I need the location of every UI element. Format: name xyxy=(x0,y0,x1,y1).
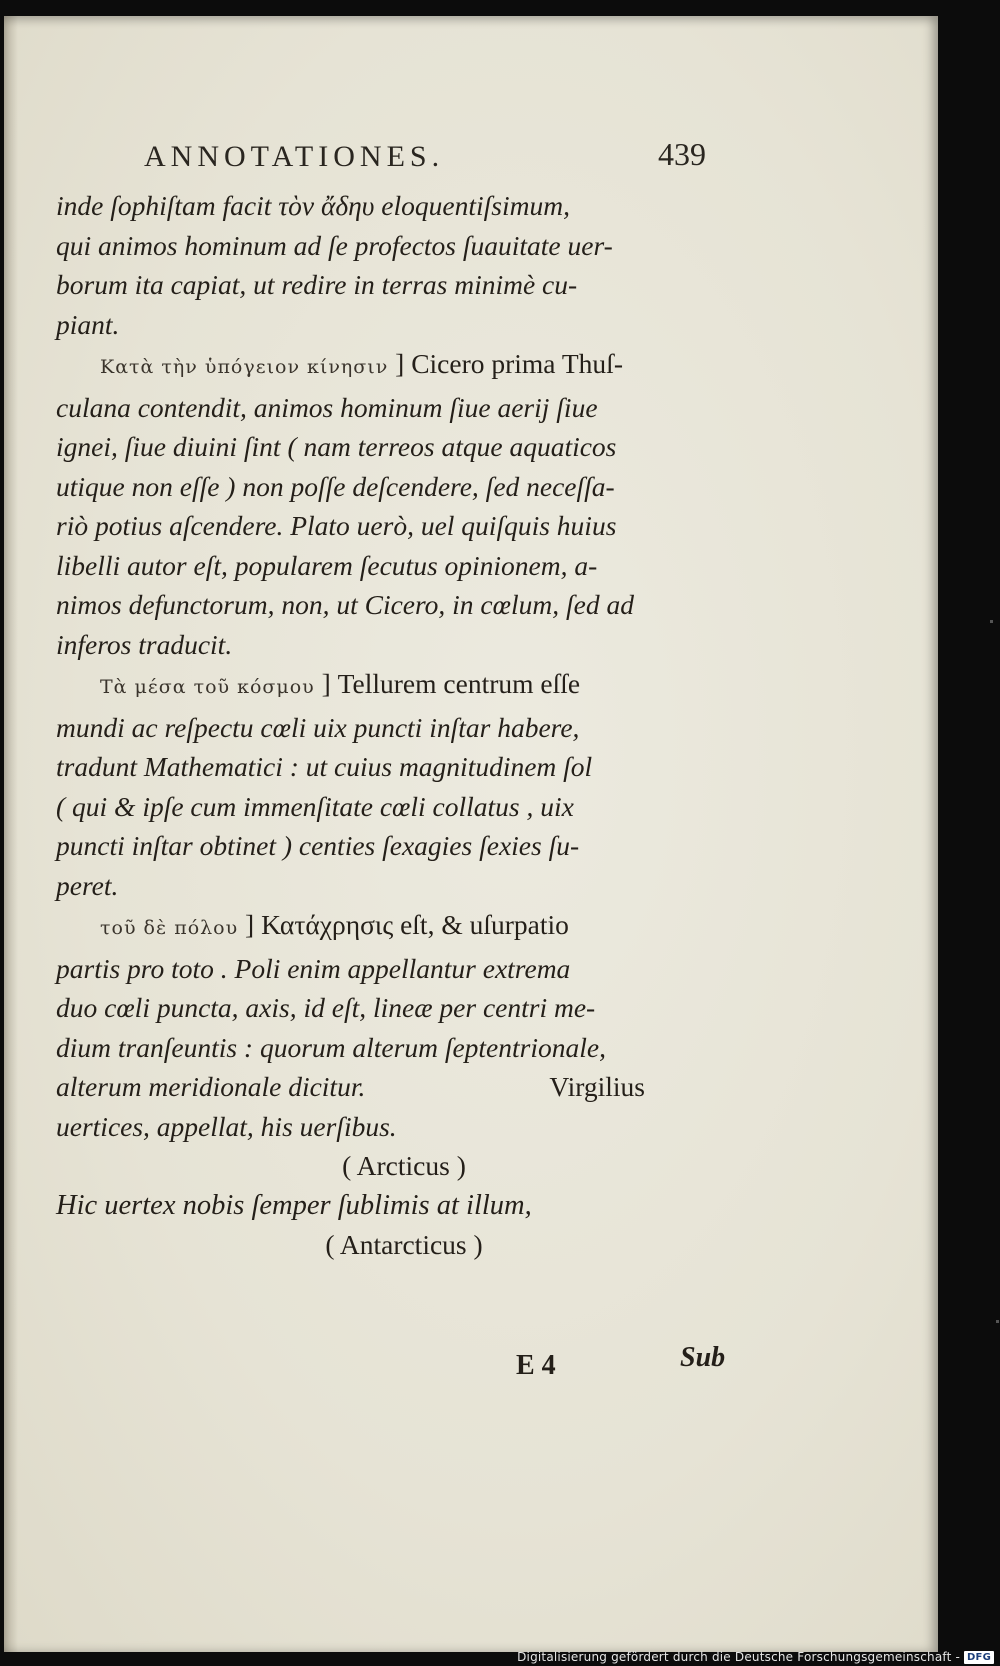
text-line: ] Κατάχρησις eſt, & uſurpatio xyxy=(245,909,569,940)
text-line: alterum meridionale dicitur. xyxy=(56,1071,366,1102)
credit-text: Digitalisierung gefördert durch die Deutsche Forschungsgemeinschaft - xyxy=(517,1650,961,1664)
paragraph-1 xyxy=(56,186,728,344)
text-line: ] Cicero prima Thuſ- xyxy=(395,348,623,379)
scan-speck xyxy=(990,620,993,623)
scan-speck xyxy=(996,1320,999,1323)
catchword: Sub xyxy=(680,1342,726,1373)
text-line: utique non eſſe ) non poſſe deſcendere, ſed neceſſa- xyxy=(56,470,615,502)
verse-annotation: ( Arcticus ) xyxy=(342,1150,466,1181)
text-line: duo cœli puncta, axis, id eſt, lineæ per centri me- xyxy=(56,992,596,1023)
text-line: partis pro toto . Poli enim appellantur extrema xyxy=(56,952,571,984)
text-line: borum ita capiat, ut redire in terras minimè cu- xyxy=(56,269,578,300)
text-line: mundi ac reſpectu cœli uix puncti inſtar habere, xyxy=(56,711,580,743)
book-page xyxy=(4,16,938,1652)
running-head: ANNOTATIONES. xyxy=(144,140,445,173)
paragraph-3 xyxy=(56,664,728,905)
text-line: inferos traducit. xyxy=(56,628,233,660)
body-text xyxy=(56,186,728,1265)
text-line: qui animos hominum ad ſe profectos ſuauitate uer- xyxy=(56,229,613,261)
spine-shadow xyxy=(4,16,18,1652)
text-line: piant. xyxy=(56,308,120,340)
greek-lemma: Τὰ μέσα τοῦ κόσμου xyxy=(100,676,315,698)
greek-lemma: Κατὰ τὴν ὑπόγειον κίνησιν xyxy=(100,356,389,378)
text-line: ignei, ſiue diuini ſint ( nam terreos atque aquaticos xyxy=(56,431,617,462)
text-line: dium tranſeuntis : quorum alterum ſeptentrionale, xyxy=(56,1031,606,1063)
digitization-credit xyxy=(517,1650,994,1664)
dfg-logo: DFG xyxy=(964,1651,994,1664)
text-line: Virgilius xyxy=(549,1071,645,1102)
verse-line: Hic uertex nobis ſemper ſublimis at illum, xyxy=(56,1189,532,1221)
text-line: culana contendit, animos hominum ſiue aerij ſiue xyxy=(56,391,598,423)
verse-annotation: ( Antarcticus ) xyxy=(325,1229,483,1260)
text-line: riò potius aſcendere. Plato uerò, uel quiſquis huius xyxy=(56,510,617,541)
text-line: tradunt Mathematici : ut cuius magnitudinem ſol xyxy=(56,751,593,782)
signature-mark: E 4 xyxy=(516,1350,556,1381)
text-line: puncti inſtar obtinet ) centies ſexagies ſexies ſu- xyxy=(56,830,580,861)
text-line: ] Tellurem centrum eſſe xyxy=(321,668,581,699)
verse-block xyxy=(56,1146,728,1265)
text-line: libelli autor eſt, popularem ſecutus opinionem, a- xyxy=(56,549,598,581)
greek-lemma: τοῦ δὲ πόλου xyxy=(100,917,239,939)
text-line: inde ſophiſtam facit τὸν ἄδηυ eloquentiſsimum, xyxy=(56,190,570,221)
text-line: ( qui & ipſe cum immenſitate cœli collatus , uix xyxy=(56,790,574,822)
page-number: 439 xyxy=(658,136,706,172)
text-line: peret. xyxy=(56,869,119,901)
text-line: nimos defunctorum, non, ut Cicero, in cœlum, ſed ad xyxy=(56,589,634,620)
paragraph-4 xyxy=(56,905,728,1146)
text-line: uertices, appellat, his uerſibus. xyxy=(56,1110,397,1142)
paragraph-2 xyxy=(56,344,728,664)
